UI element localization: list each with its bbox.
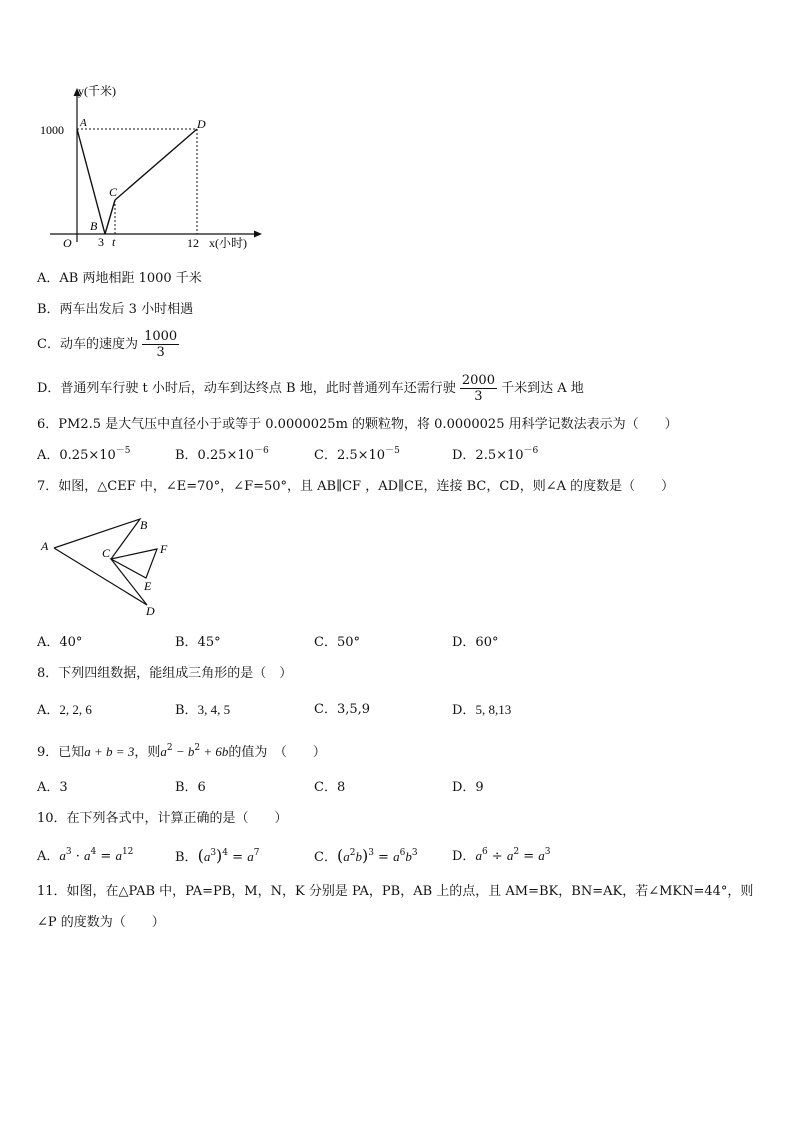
q9-sq-2: 2 xyxy=(194,743,201,753)
point-d-label: D xyxy=(197,117,206,131)
q8-stem: 8．下列四组数据，能组成三角形的是（ ） xyxy=(37,666,293,681)
q10-c-label: C． xyxy=(314,850,337,865)
q6-option-d xyxy=(452,448,538,464)
x-axis-arrow xyxy=(254,231,262,238)
q6-a-base: A．0.25×10 xyxy=(37,448,116,463)
q6-d-exp: －6 xyxy=(523,446,539,456)
q7-label-f: F xyxy=(160,542,168,556)
q5-option-d-den: 3 xyxy=(474,389,483,404)
q7-label-b: B xyxy=(140,518,148,532)
q9-sq-1: 2 xyxy=(166,743,173,753)
q8-option-c xyxy=(314,702,370,718)
q7-figure xyxy=(36,512,186,622)
q9-option-a: A．3 xyxy=(37,780,68,795)
q7-label-e: E xyxy=(144,579,152,593)
y-axis-label: y(千米) xyxy=(78,84,116,98)
q6-option-c xyxy=(314,448,400,464)
q6-b-base: B．0.25×10 xyxy=(175,448,254,463)
q6-stem: 6．PM2.5 是大气压中直径小于或等于 0.0000025m 的颗粒物，将 0.0000025 用科学记数法表示为（ ） xyxy=(37,417,678,432)
q5-option-c-den: 3 xyxy=(156,345,165,360)
q8-d-value: 5, 8,13 xyxy=(475,702,512,717)
q10-option-c: C．$(a^2b)^3 = a^6b^3$ xyxy=(314,846,418,865)
q7-option-d: D．60° xyxy=(452,635,499,650)
q8-b-label: B． xyxy=(175,703,198,718)
q9-stem-mid: ，则 xyxy=(134,745,161,760)
q8-a-label: A． xyxy=(37,703,60,718)
q11-stem-line1: 11．如图，在△PAB 中，PA=PB，M，N，K 分别是 PA，PB，AB 上的点，且 AM=BK，BN=AK，若∠MKN=44°，则 xyxy=(37,884,754,899)
q9-option-b: B．6 xyxy=(175,780,206,795)
q8-d-label: D． xyxy=(452,703,476,718)
train-distance-graph xyxy=(36,82,266,252)
x-tick-3: 3 xyxy=(98,235,104,249)
q5-option-c-prefix: C．动车的速度为 xyxy=(37,337,138,352)
x-axis-label: x(小时) xyxy=(209,236,247,250)
q6-option-a xyxy=(37,448,131,464)
q9-stem xyxy=(37,744,326,761)
segment-cd xyxy=(115,129,197,200)
q7-option-c: C．50° xyxy=(314,635,360,650)
q7-label-a: A xyxy=(41,539,49,553)
q9-expr-b: − b xyxy=(172,744,195,759)
q8-c-value: 3,5,9 xyxy=(336,702,371,717)
point-b-label: B xyxy=(90,219,98,233)
q9-expr-a: a xyxy=(160,744,167,759)
q10-a-label: A． xyxy=(37,849,60,864)
q8-option-b xyxy=(175,702,230,719)
q9-option-d: D．9 xyxy=(452,780,484,795)
q10-option-a: A．$a^3 \cdot a^4 = a^{12}$ xyxy=(37,847,134,864)
q10-stem: 10．在下列各式中，计算正确的是（ ） xyxy=(37,811,288,826)
q5-option-a: A．AB 两地相距 1000 千米 xyxy=(37,271,202,286)
y-tick-1000: 1000 xyxy=(40,123,64,137)
q10-b-label: B． xyxy=(175,850,198,865)
segment-bc xyxy=(105,200,115,234)
q9-option-c: C．8 xyxy=(314,780,346,795)
q7-label-c: C xyxy=(102,546,111,560)
q10-option-b: B．$(a^3)^4 = a^7$ xyxy=(175,846,260,865)
q8-a-value: 2, 2, 6 xyxy=(59,702,92,717)
q8-option-d xyxy=(452,702,511,719)
q7-triangle-cef xyxy=(111,549,157,578)
q5-option-c xyxy=(37,328,179,362)
q6-b-exp: －6 xyxy=(253,446,269,456)
point-a-label: A xyxy=(80,117,87,129)
origin-label: O xyxy=(63,236,72,250)
x-tick-12: 12 xyxy=(187,236,199,250)
q8-c-label: C． xyxy=(314,702,337,717)
point-c-label: C xyxy=(109,185,118,199)
q7-line-ab-bc-cd-da xyxy=(54,519,147,605)
q8-b-value: 3, 4, 5 xyxy=(197,702,231,717)
q6-a-exp: －5 xyxy=(115,446,131,456)
q6-option-b xyxy=(175,448,269,464)
q7-option-a: A．40° xyxy=(37,635,83,650)
q6-d-base: D．2.5×10 xyxy=(452,448,524,463)
q5-option-c-num: 1000 xyxy=(144,329,178,344)
q10-option-d: D．$a^6 \div a^2 = a^3$ xyxy=(452,847,551,864)
q5-option-d-suffix: 千米到达 A 地 xyxy=(501,381,584,396)
q9-condition: a + b = 3 xyxy=(84,744,135,759)
q10-d-label: D． xyxy=(452,849,476,864)
q5-option-d-prefix: D．普通列车行驶 t 小时后，动车到达终点 B 地，此时普通列车还需行驶 xyxy=(37,381,456,396)
q7-option-b: B．45° xyxy=(175,635,221,650)
q5-option-b: B．两车出发后 3 小时相遇 xyxy=(37,302,194,317)
q7-label-d: D xyxy=(146,604,155,618)
q9-stem-suffix: 的值为 （ ） xyxy=(228,745,326,760)
q9-stem-prefix: 9．已知 xyxy=(37,745,85,760)
q5-option-c-fraction xyxy=(142,329,179,360)
q6-c-base: C．2.5×10 xyxy=(314,448,386,463)
q11-stem-line2: ∠P 的度数为（ ） xyxy=(37,915,165,930)
q5-option-d-fraction xyxy=(460,373,497,404)
q5-option-d xyxy=(37,372,584,406)
x-tick-t: t xyxy=(112,235,116,249)
q5-option-d-num: 2000 xyxy=(461,373,495,388)
q9-expr-end: + 6b xyxy=(200,744,229,759)
q7-stem: 7．如图，△CEF 中，∠E=70°，∠F=50°，且 AB∥CF ，AD∥CE，连接 BC，CD，则∠A 的度数是（ ） xyxy=(37,479,675,494)
q6-c-exp: －5 xyxy=(385,446,400,456)
q8-option-a xyxy=(37,702,92,719)
